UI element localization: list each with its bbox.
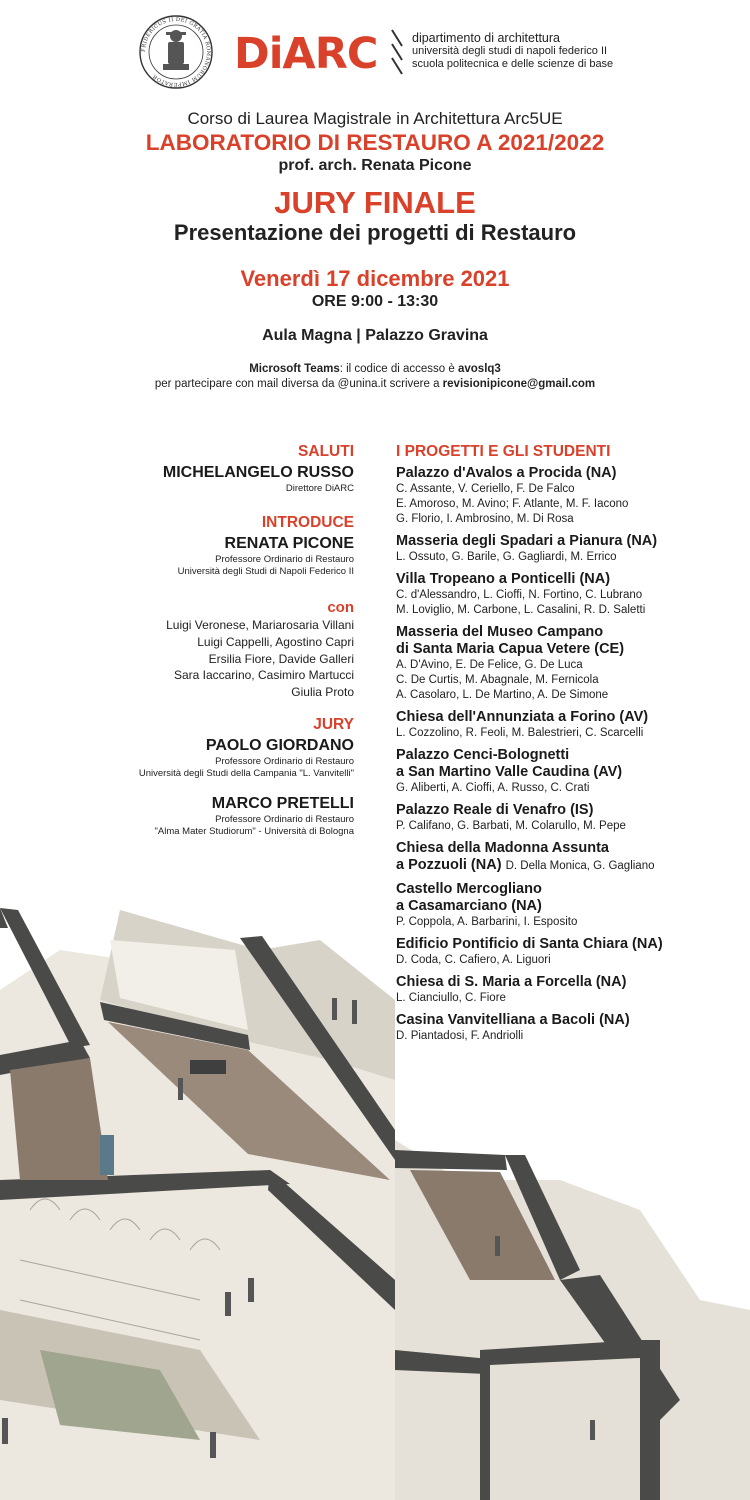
introduce-role: Professore Ordinario di Restauro	[215, 554, 354, 565]
jury-member-affiliation: "Alma Mater Studiorum" - Università di Bologna	[154, 825, 354, 837]
student-line: P. Coppola, A. Barbarini, I. Esposito	[396, 916, 578, 928]
student-line: L. Cianciullo, C. Fiore	[396, 992, 506, 1004]
department-line: università degli studi di napoli federico II	[412, 45, 608, 57]
project-title-line	[396, 857, 748, 875]
project-title: a Casamarciano (NA)	[396, 898, 542, 914]
project-title: Castello Mercogliano	[396, 881, 542, 897]
introduce-name: RENATA PICONE	[224, 535, 354, 552]
department-line: scuola politecnica e delle scienze di base	[412, 58, 614, 70]
jury-member-name: MARCO PRETELLI	[211, 794, 354, 812]
projects-label: I PROGETTI E GLI STUDENTI	[396, 443, 611, 460]
project-title: Villa Tropeano a Ponticelli (NA)	[396, 571, 611, 587]
saluti-label: SALUTI	[298, 443, 354, 460]
project-item	[396, 465, 748, 527]
project-item	[396, 840, 748, 875]
project-item	[396, 571, 748, 618]
student-line: G. Aliberti, A. Cioffi, A. Russo, C. Crati	[396, 782, 590, 794]
student-line: D. Piantadosi, F. Andriolli	[396, 1030, 524, 1042]
jury-member-name: PAOLO GIORDANO	[205, 736, 354, 754]
event-subtitle: Presentazione dei progetti di Restauro	[173, 220, 577, 245]
student-line: D. Coda, C. Cafiero, A. Liguori	[396, 954, 551, 966]
lab-title: LABORATORIO DI RESTAURO A 2021/2022	[145, 130, 605, 155]
project-title: Chiesa della Madonna Assunta	[396, 840, 609, 856]
project-item	[396, 709, 748, 741]
project-title: Edificio Pontificio di Santa Chiara (NA)	[396, 936, 663, 952]
jury-member-role: Professore Ordinario di Restauro	[215, 755, 354, 767]
list-item: Ersilia Fiore, Davide Galleri	[208, 651, 354, 666]
teams-label: Microsoft Teams	[249, 363, 340, 375]
teams-email[interactable]: revisionipicone@gmail.com	[442, 378, 596, 390]
project-title: Palazzo d'Avalos a Procida (NA)	[396, 465, 617, 481]
student-line: A. D'Avino, E. De Felice, G. De Luca	[396, 659, 583, 671]
logo-slashes-icon	[388, 28, 410, 76]
project-item	[396, 747, 748, 796]
project-title: Chiesa dell'Annunziata a Forino (AV)	[396, 709, 649, 725]
project-title: Chiesa di S. Maria a Forcella (NA)	[396, 974, 627, 990]
con-names-list	[54, 617, 354, 701]
professor: prof. arch. Renata Picone	[278, 157, 472, 174]
introduce-affiliation: Università degli Studi di Napoli Federico II	[177, 566, 354, 577]
project-item	[396, 1012, 748, 1044]
introduce-label: INTRODUCE	[261, 514, 354, 531]
event-venue: Aula Magna | Palazzo Gravina	[262, 327, 488, 344]
svg-text:FRIDERICUS II DEI GRATIA ROMAN: FRIDERICUS II DEI GRATIA ROMANORUM IMPERATOR	[140, 16, 212, 88]
title-block	[0, 108, 750, 392]
project-item	[396, 624, 748, 703]
speakers-column	[54, 442, 354, 838]
jury-member-affiliation: Università degli Studi della Campania "L. Vanvitelli"	[138, 767, 354, 779]
student-line: A. Casolaro, L. De Martino, A. De Simone	[396, 689, 609, 701]
project-title: a San Martino Valle Caudina (AV)	[396, 764, 623, 780]
course-name: Corso di Laurea Magistrale in Architettura Arc5UE	[187, 109, 563, 128]
project-title: Casina Vanvitelliana a Bacoli (NA)	[396, 1012, 630, 1028]
teams-code: avoslq3	[457, 363, 501, 375]
university-seal-icon	[138, 14, 214, 90]
list-item: Luigi Veronese, Mariarosaria Villani	[166, 618, 354, 632]
student-line: C. Assante, V. Ceriello, F. De Falco	[396, 483, 575, 495]
projects-column	[396, 442, 748, 1050]
project-title: a Pozzuoli (NA)	[396, 857, 502, 873]
event-date: Venerdì 17 dicembre 2021	[240, 266, 510, 291]
student-line: G. Florio, I. Ambrosino, M. Di Rosa	[396, 513, 574, 525]
student-line: C. d'Alessandro, L. Cioffi, N. Fortino, C. Lubrano	[396, 589, 643, 601]
list-item: Luigi Cappelli, Agostino Capri	[197, 634, 354, 649]
project-item	[396, 881, 748, 930]
project-item	[396, 936, 748, 968]
event-time: ORE 9:00 - 13:30	[311, 293, 439, 310]
list-item: Sara Iaccarino, Casimiro Martucci	[173, 668, 354, 683]
department-line: dipartimento di architettura	[412, 31, 560, 45]
con-label: con	[327, 599, 354, 616]
student-line: D. Della Monica, G. Gagliano	[505, 860, 655, 872]
list-item: Giulia Proto	[291, 685, 354, 700]
teams-text: : il codice di accesso è	[339, 363, 458, 375]
saluti-name: MICHELANGELO RUSSO	[162, 464, 354, 481]
jury-label: JURY	[313, 715, 354, 733]
student-line: P. Califano, G. Barbati, M. Colarullo, M. Pepe	[396, 820, 626, 832]
project-item	[396, 974, 748, 1006]
project-item	[396, 533, 748, 565]
project-item	[396, 802, 748, 834]
saluti-role: Direttore DiARC	[285, 483, 354, 494]
student-line: L. Cozzolino, R. Feoli, M. Balestrieri, C. Scarcelli	[396, 727, 644, 739]
header	[0, 0, 750, 100]
teams-email-text: per partecipare con mail diversa da @unina.it scrivere a	[154, 378, 443, 390]
svg-text:DiARC: DiARC	[234, 30, 378, 74]
project-title: Palazzo Cenci-Bolognetti	[396, 747, 570, 763]
student-line: M. Loviglio, M. Carbone, L. Casalini, R. D. Saletti	[396, 604, 646, 616]
diarc-logo	[234, 30, 386, 74]
teams-info	[0, 362, 750, 392]
project-title: Masseria del Museo Campano	[396, 624, 604, 640]
student-line: L. Ossuto, G. Barile, G. Gagliardi, M. Errico	[396, 551, 617, 563]
jury-member-role: Professore Ordinario di Restauro	[215, 813, 354, 825]
project-title: di Santa Maria Capua Vetere (CE)	[396, 641, 625, 657]
department-text	[412, 32, 613, 71]
project-title: Palazzo Reale di Venafro (IS)	[396, 802, 594, 818]
event-title: JURY FINALE	[274, 185, 476, 220]
student-line: E. Amoroso, M. Avino; F. Atlante, M. F. Iacono	[396, 498, 629, 510]
project-title: Masseria degli Spadari a Pianura (NA)	[396, 533, 658, 549]
student-line: C. De Curtis, M. Abagnale, M. Fernicola	[396, 674, 599, 686]
